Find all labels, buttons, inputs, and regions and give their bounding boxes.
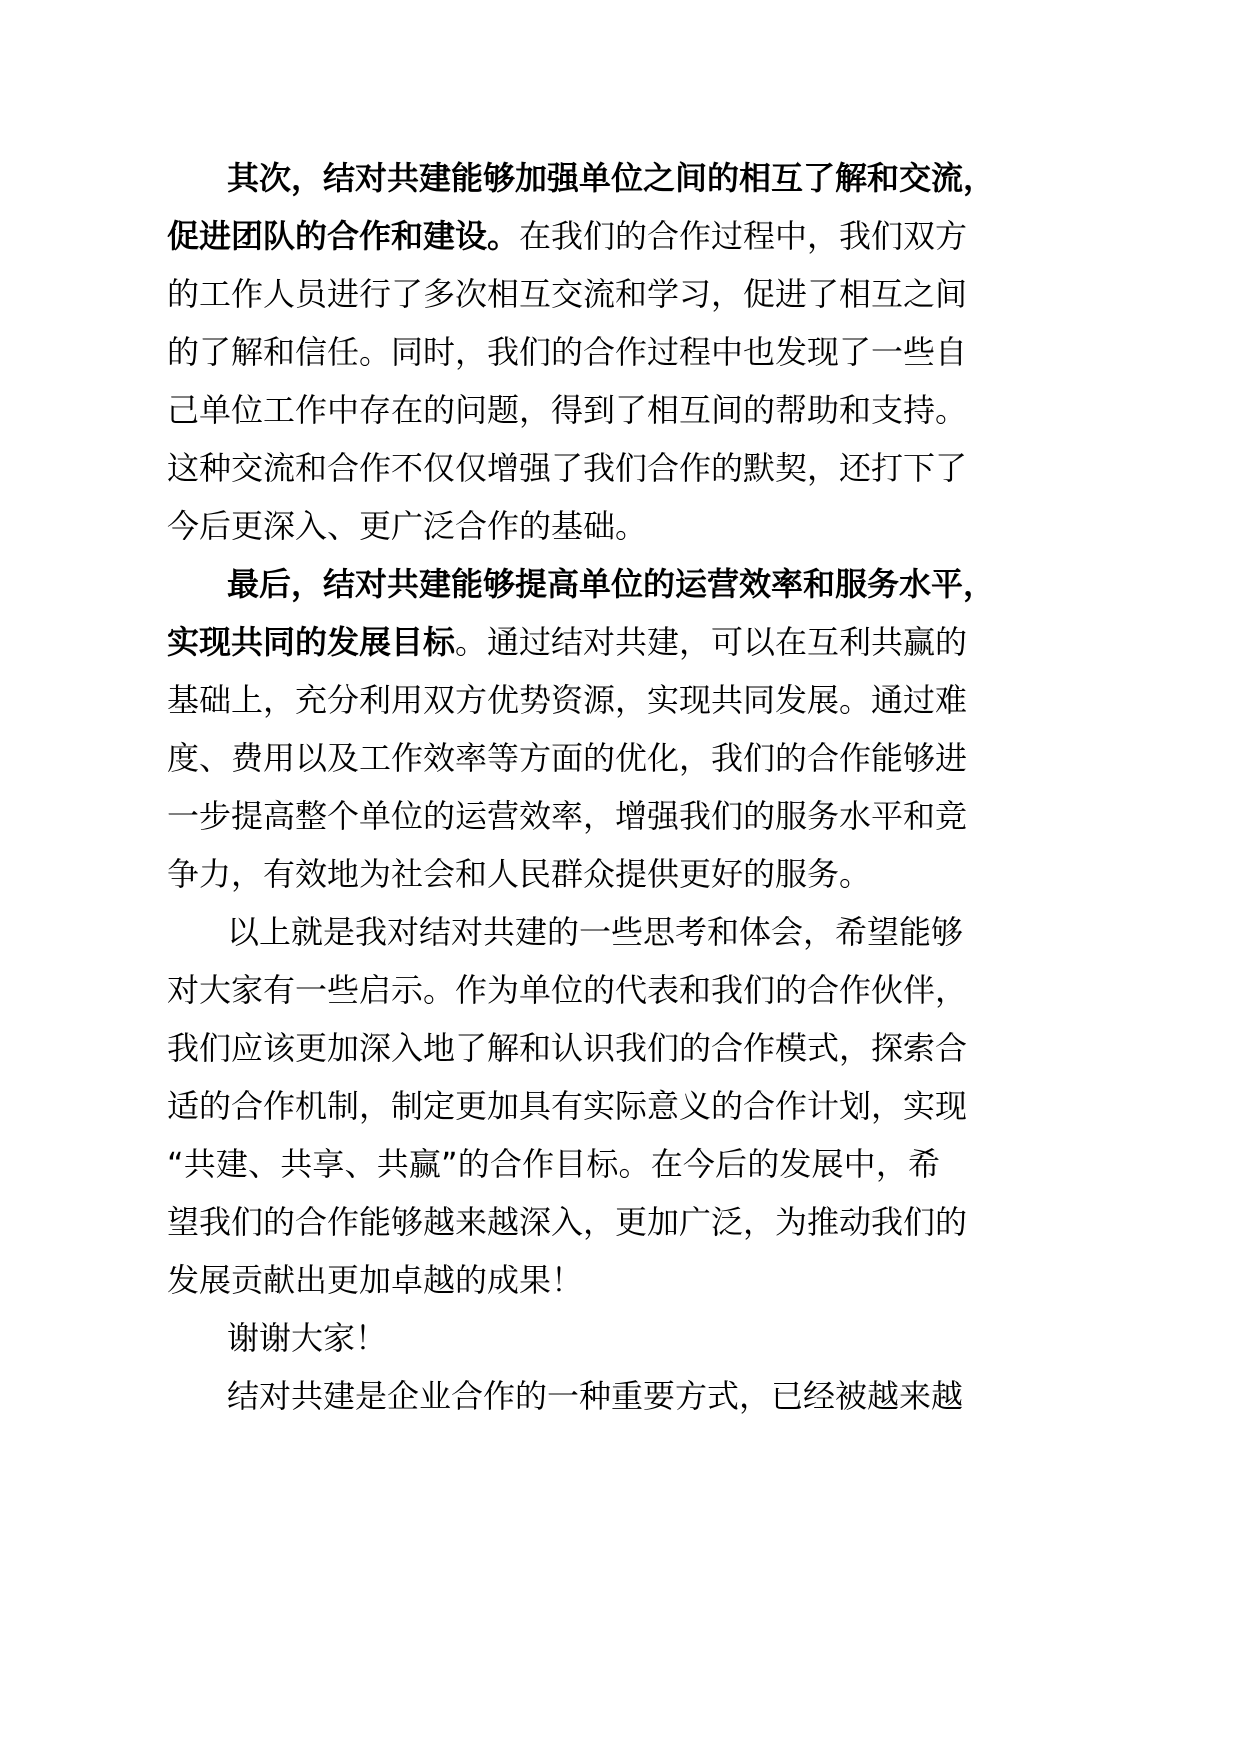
text-line — [167, 504, 647, 548]
text-line — [167, 1142, 940, 1186]
text-run: 的了解和信任。同时，我们的合作过程中也发现了一些自 — [167, 333, 968, 371]
text-line — [227, 910, 964, 954]
text-line — [227, 156, 996, 200]
text-run: 结对共建是企业合作的一种重要方式，已经被越来越 — [227, 1377, 964, 1415]
text-line — [167, 214, 968, 258]
text-run: 。通过结对共建，可以在互利共赢的 — [455, 623, 968, 661]
text-run: 我们应该更加深入地了解和认识我们的合作模式，探索合 — [167, 1029, 968, 1067]
text-run: 望我们的合作能够越来越深入，更加广泛，为推动我们的 — [167, 1203, 968, 1241]
text-line — [167, 1026, 968, 1070]
bold-text-run: 其次，结对共建能够加强单位之间的相互了解和交流， — [227, 159, 996, 197]
text-line — [167, 678, 968, 722]
text-run: 适的合作机制，制定更加具有实际意义的合作计划，实现 — [167, 1087, 968, 1125]
text-line — [167, 1084, 968, 1128]
text-run: 的工作人员进行了多次相互交流和学习，促进了相互之间 — [167, 275, 968, 313]
text-run: 基础上，充分利用双方优势资源，实现共同发展。通过难 — [167, 681, 968, 719]
text-run: 这种交流和合作不仅仅增强了我们合作的默契，还打下了 — [167, 449, 968, 487]
text-line — [167, 388, 968, 432]
bold-text-run: 促进团队的合作和建设。 — [167, 217, 520, 255]
text-run: 一步提高整个单位的运营效率，增强我们的服务水平和竞 — [167, 797, 968, 835]
text-run: 发展贡献出更加卓越的成果！ — [167, 1261, 584, 1299]
text-line — [167, 852, 871, 896]
bold-text-run: 最后，结对共建能够提高单位的运营效率和服务水平， — [227, 565, 996, 603]
bold-text-run: 实现共同的发展目标 — [167, 623, 456, 661]
text-line — [167, 1258, 583, 1302]
text-run: 度、费用以及工作效率等方面的优化，我们的合作能够进 — [167, 739, 968, 777]
text-line — [227, 1316, 387, 1360]
text-line — [167, 620, 968, 664]
text-run: 己单位工作中存在的问题，得到了相互间的帮助和支持。 — [167, 391, 968, 429]
text-line — [227, 1374, 963, 1418]
text-run: 以上就是我对结对共建的一些思考和体会，希望能够 — [227, 913, 964, 951]
text-line — [167, 736, 968, 780]
text-run: 今后更深入、更广泛合作的基础。 — [167, 507, 648, 545]
text-line — [167, 272, 968, 316]
text-run: 在我们的合作过程中，我们双方 — [519, 217, 968, 255]
text-run: 谢谢大家！ — [227, 1319, 388, 1357]
text-run: “共建、共享、共赢”的合作目标。在今后的发展中，希 — [167, 1145, 940, 1183]
text-line — [167, 794, 968, 838]
text-line — [167, 330, 968, 374]
text-run: 对大家有一些启示。作为单位的代表和我们的合作伙伴， — [167, 971, 968, 1009]
text-line — [227, 562, 996, 606]
text-line — [167, 446, 968, 490]
text-line — [167, 1200, 968, 1244]
text-line — [167, 968, 968, 1012]
text-run: 争力，有效地为社会和人民群众提供更好的服务。 — [167, 855, 872, 893]
